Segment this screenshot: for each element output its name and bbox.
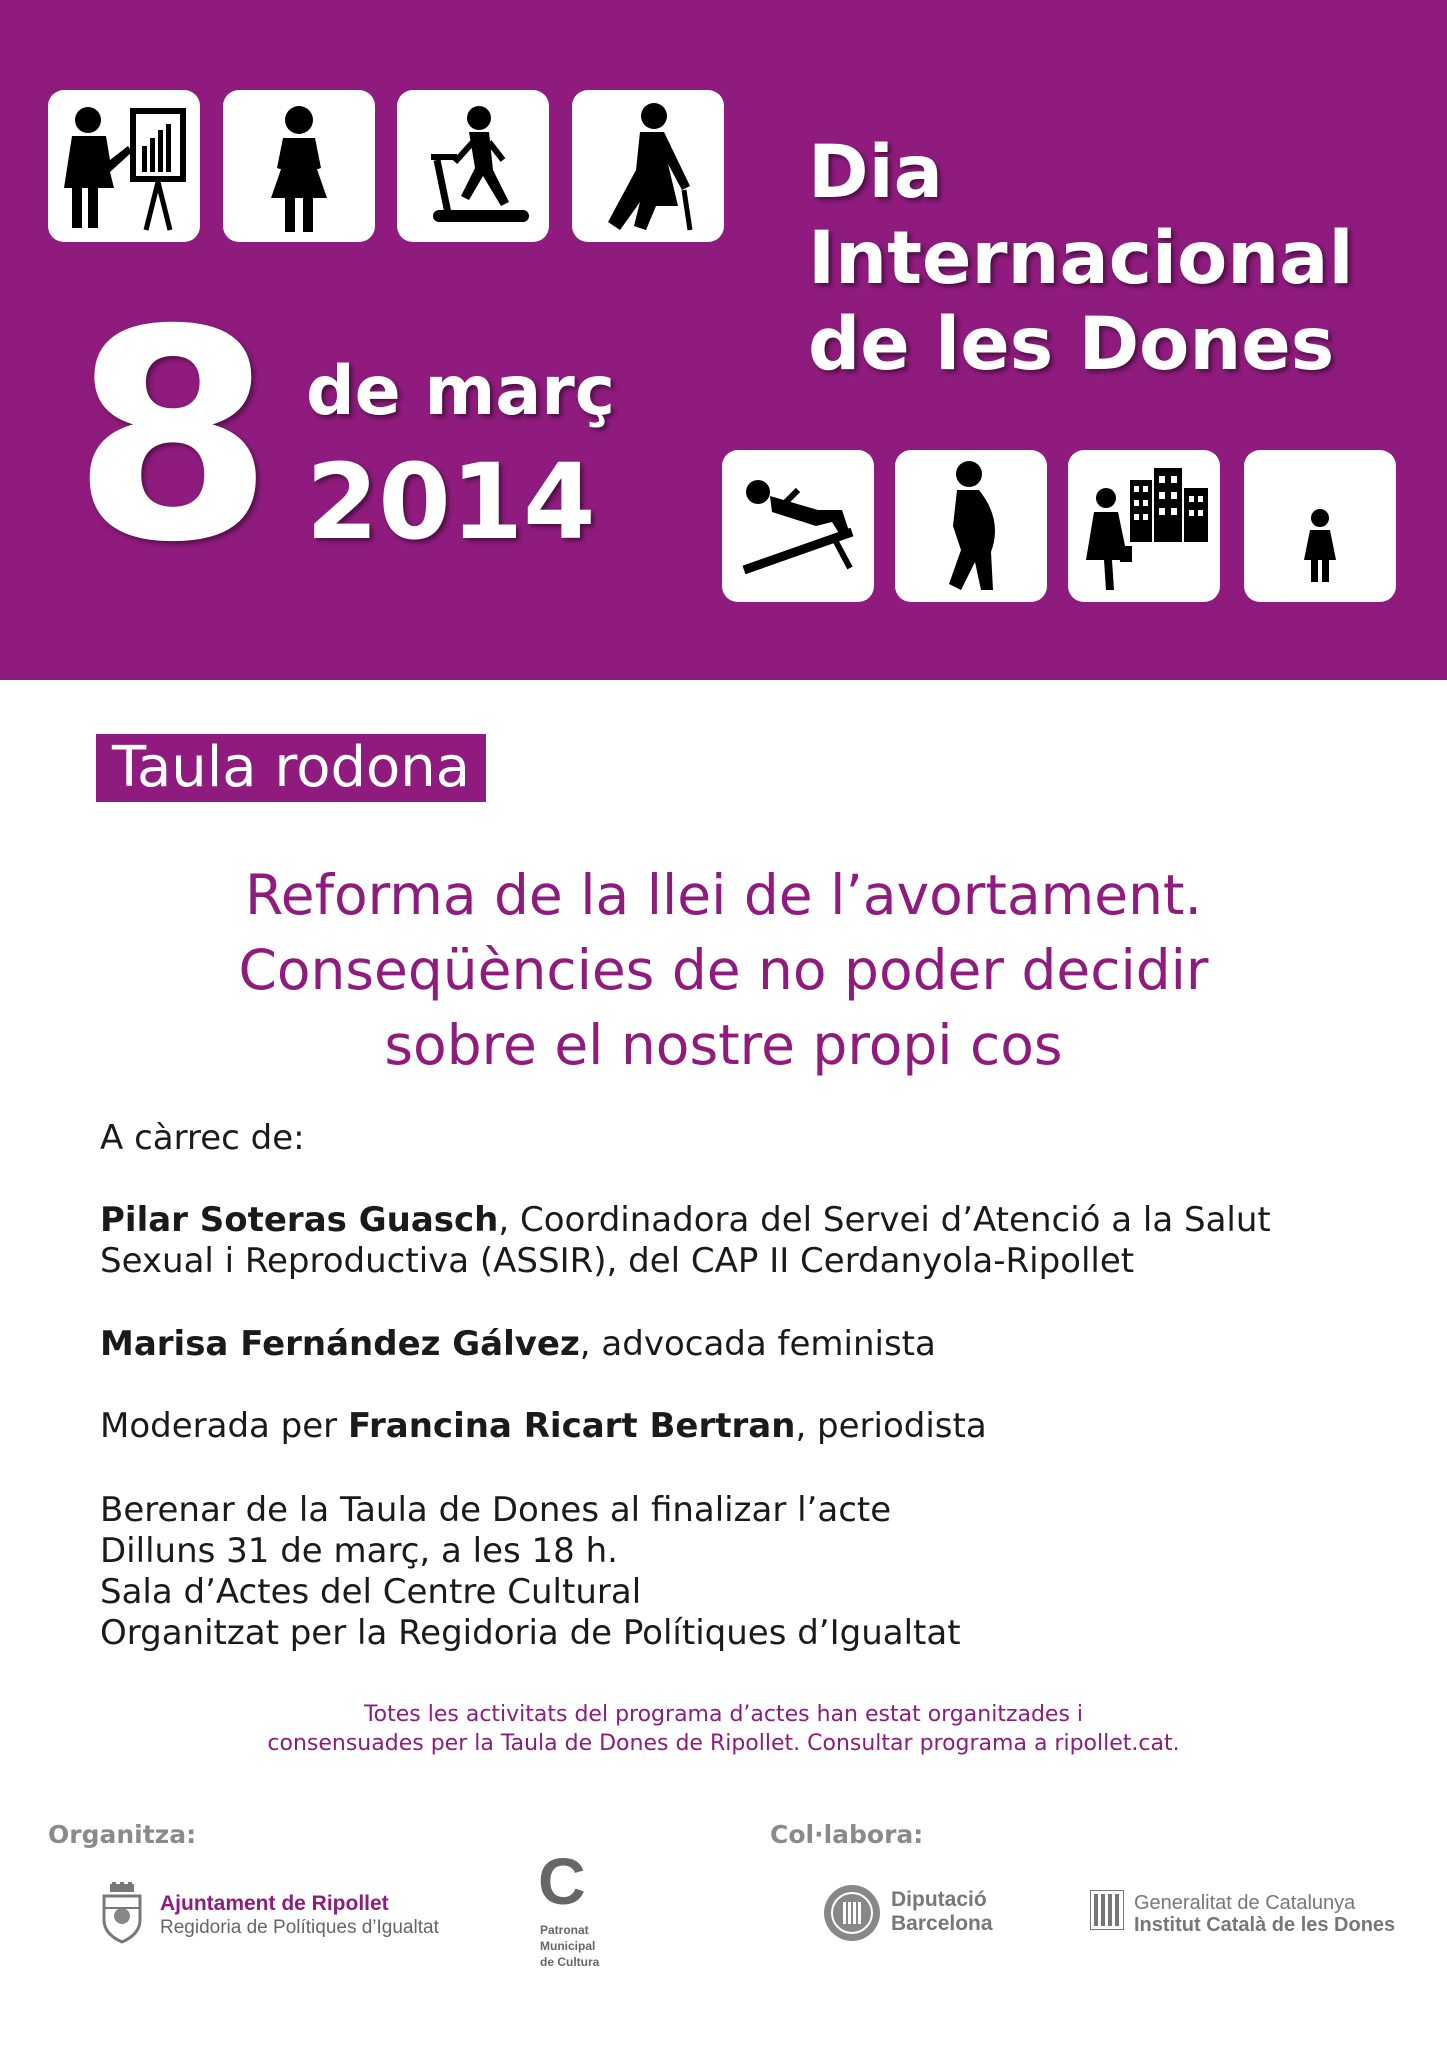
businesswoman-city-icon [1068,450,1220,602]
event-venue: Sala d’Actes del Centre Cultural [100,1572,642,1612]
generalitat-flag-icon [1090,1890,1124,1930]
speaker-2-name: Marisa Fernández Gálvez [100,1324,580,1364]
collabora-label: Col·labora: [770,1820,924,1849]
elderly-woman-cane-icon [572,90,724,242]
event-organizer: Organitzat per la Regidoria de Polítiques d’Igualtat [100,1613,961,1653]
generalitat-name: Generalitat de Catalunya [1134,1892,1356,1914]
speaker-2-role: , advocada feminista [579,1324,936,1364]
title-line-2: Internacional [808,216,1354,301]
topic-line: sobre el nostre propi cos [384,1013,1063,1077]
title-line-1: Dia [808,130,943,215]
moderator-role: , periodista [795,1406,987,1446]
diputacio-line: Diputació [891,1888,987,1911]
woman-exercising-icon [722,450,874,602]
patronat-logo-letter: C [538,1844,586,1918]
event-topic [0,858,1447,1083]
organitza-label: Organitza: [48,1820,197,1849]
speaker-2 [100,1324,936,1365]
moderator-prefix: Moderada per [100,1406,348,1446]
moderator [100,1406,987,1447]
note-line: consensuades per la Taula de Dones de Ripollet. Consultar programa a ripollet.cat. [267,1731,1180,1756]
patronat-line: Municipal [540,1939,596,1953]
speakers-intro: A càrrec de: [100,1118,305,1158]
woman-presenting-icon [48,90,200,242]
speaker-1-name: Pilar Soteras Guasch [100,1200,499,1240]
institut-name: Institut Català de les Dones [1134,1914,1396,1936]
ripollet-sub: Regidoria de Polítiques d’Igualtat [160,1917,439,1938]
woman-icon [223,90,375,242]
event-type-tag: Taula rodona [96,734,486,802]
pregnant-woman-icon [895,450,1047,602]
girl-icon [1244,450,1396,602]
note-line: Totes les activitats del programa d’actes han estat organitzades i [363,1702,1084,1727]
patronat-line: de Cultura [540,1955,600,1969]
woman-treadmill-icon [397,90,549,242]
topic-line: Conseqüències de no poder decidir [238,938,1209,1002]
patronat-line: Patronat [540,1923,589,1937]
ripollet-crest-icon [98,1882,146,1944]
header-banner [0,0,1447,680]
diputacio-line: Barcelona [891,1912,993,1935]
title-line-3: de les Dones [808,302,1335,387]
ripollet-name: Ajuntament de Ripollet [160,1892,389,1915]
speaker-1-role-cont: Sexual i Reproductiva (ASSIR), del CAP II Cerdanyola-Ripollet [100,1241,1135,1281]
speaker-1-role: , Coordinadora del Servei d’Atenció a la Salut [498,1200,1271,1240]
event-detail: Berenar de la Taula de Dones al finalizar l’acte [100,1490,892,1530]
topic-line: Reforma de la llei de l’avortament. [245,863,1202,927]
programme-note [0,1700,1447,1758]
date-day: 8 [72,269,274,606]
event-date: Dilluns 31 de març, a les 18 h. [100,1531,618,1571]
date-year: 2014 [306,441,596,563]
speaker-1 [100,1200,1271,1241]
moderator-name: Francina Ricart Bertran [347,1406,796,1446]
date-month: de març [306,352,616,431]
diputacio-seal-icon [823,1884,881,1942]
